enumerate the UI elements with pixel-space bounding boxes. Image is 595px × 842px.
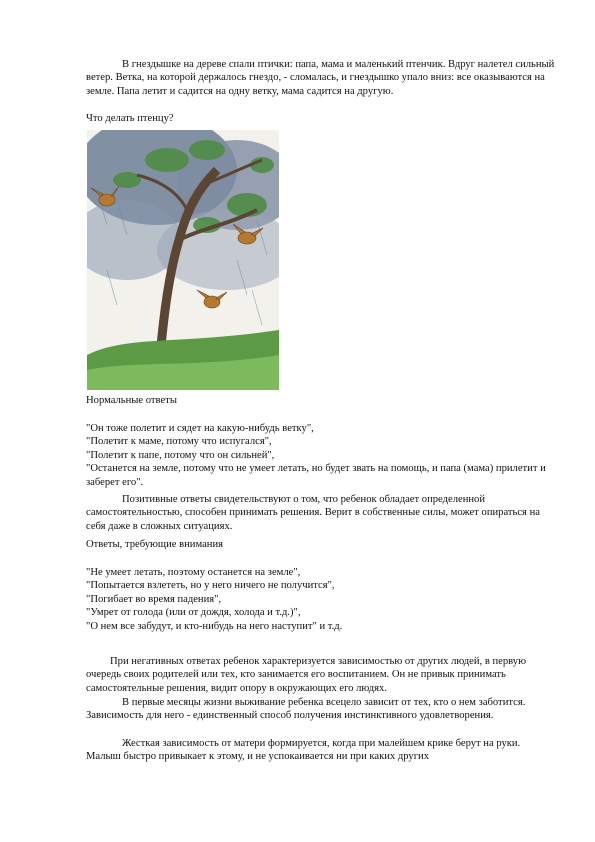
answer-item: "О нем все забудут, и кто-нибудь на него наступит" и т.д. xyxy=(86,620,343,632)
answer-item: "Погибает во время падения", xyxy=(86,593,222,605)
attention-answers-heading: Ответы, требующие внимания xyxy=(86,539,223,550)
tree-storm-illustration xyxy=(87,130,279,390)
closing-paragraph-1: При негативных ответах ребенок характеризуется зависимостью от других людей, в первую очередь своих родителей или тех, кто занимается его воспитанием. Он не привык принимать самостоятельные решения, видит опору в окружающих его людях. xyxy=(86,656,527,694)
answer-item: "Он тоже полетит и сядет на какую-нибудь ветку", xyxy=(86,423,314,434)
answer-item: "Умрет от голода (или от дождя, холода и т.д.)", xyxy=(86,607,301,619)
question-line: Что делать птенцу? xyxy=(86,113,174,124)
answer-item: "Останется на земле, потому что не умеет летать, но будет звать на помощь, и папа (мама) прилетит и заберет его". xyxy=(86,463,546,488)
normal-answers-comment: Позитивные ответы свидетельствуют о том, что ребенок обладает определенной самостоятельностью, способен принимать решения. Верит в собственные силы, может опираться на себя даже в сложных ситуациях. xyxy=(86,494,540,532)
answer-item: "Полетит к папе, потому что он сильней", xyxy=(86,449,275,461)
answer-item: "Не умеет летать, поэтому останется на земле", xyxy=(86,567,301,578)
closing-paragraph-3: Жесткая зависимость от матери формируется, когда при малейшем крике берут на руки. Малыш быстро привыкает к этому, и не успокаивается ни при каких других xyxy=(86,738,521,763)
answer-item: "Полетит к маме, потому что испугался", xyxy=(86,436,272,448)
intro-paragraph: В гнездышке на дереве спали птички: папа, мама и маленький птенчик. Вдруг налетел сильный ветер. Ветка, на которой держалось гнездо, - сломалась, и гнездышко упало вниз: все оказываются на земле. Папа летит и садится на одну ветку, мама садится на другую. xyxy=(86,59,555,97)
normal-answers-heading: Нормальные ответы xyxy=(86,395,177,406)
answer-item: "Попытается взлететь, но у него ничего не получится", xyxy=(86,580,335,592)
normal-answers-list xyxy=(86,422,556,489)
closing-paragraph-2: В первые месяцы жизни выживание ребенка всецело зависит от тех, кто о нем заботится. Зависимость для него - единственный способ получения инстинктивного удовлетворения. xyxy=(86,697,526,722)
attention-answers-list xyxy=(86,566,556,633)
